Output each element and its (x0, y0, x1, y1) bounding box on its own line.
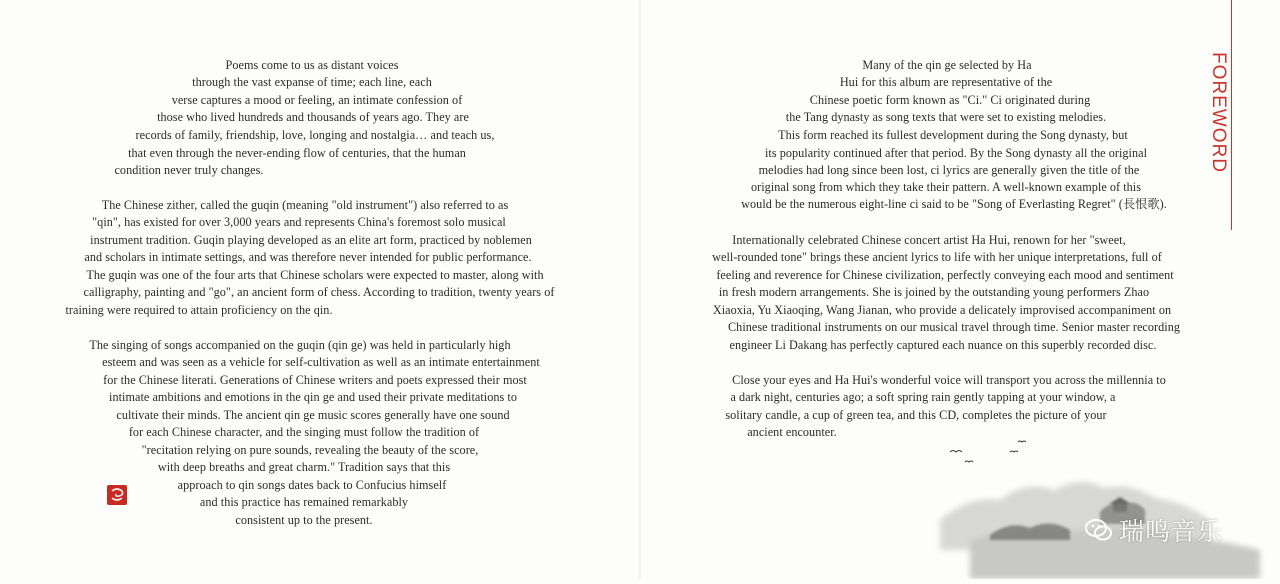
text-line: with deep breaths and great charm." Tradition says that this (157, 460, 451, 474)
text-line: Hui for this album are representative of the (839, 75, 1053, 89)
text-line: well-rounded tone" brings these ancient lyrics to life with her unique interpretations, full of (712, 250, 1162, 264)
text-line: original song from which they take their pattern. A well-known example of this (750, 180, 1142, 194)
text-line: the Tang dynasty as song texts that were set to existing melodies. (785, 110, 1107, 124)
watermark (1085, 512, 1223, 548)
text-line: The singing of songs accompanied on the guqin (qin ge) was held in particularly high (89, 338, 511, 352)
red-seal-stamp (107, 485, 127, 505)
text-line: Xiaoxia, Yu Xiaoqing, Wang Jianan, who provide a delicately improvised accompaniment on (712, 303, 1172, 317)
text-line: in fresh modern arrangements. She is joined by the outstanding young performers Zhao (718, 285, 1150, 299)
text-line: would be the numerous eight-line ci said to be "Song of Everlasting Regret" (長恨歌). (741, 197, 1167, 211)
text-line: verse captures a mood or feeling, an intimate confession of (171, 93, 463, 107)
text-line: The guqin was one of the four arts that Chinese scholars were expected to master, along with (86, 268, 544, 282)
text-line: melodies had long since been lost, ci lyrics are generally given the title of the (758, 163, 1140, 177)
text-line: that even through the never-ending flow of centuries, that the human (128, 146, 466, 160)
text-line: approach to qin songs dates back to Confucius himself (177, 478, 447, 492)
text-line: Poems come to us as distant voices (225, 58, 399, 72)
text-line: Chinese poetic form known as "Ci." Ci originated during (809, 93, 1091, 107)
watermark-text: 瑞鸣音乐 (1119, 517, 1224, 546)
text-line: "qin", has existed for over 3,000 years and represents China's foremost solo musical (92, 215, 506, 229)
text-line: solitary candle, a cup of green tea, and this CD, completes the picture of your (725, 408, 1107, 422)
left-page (0, 0, 640, 579)
text-line: Internationally celebrated Chinese concert artist Ha Hui, renown for her "sweet, (732, 233, 1126, 247)
text-line: This form reached its fullest development during the Song dynasty, but (778, 128, 1128, 142)
text-line: those who lived hundreds and thousands of years ago. They are (157, 110, 469, 124)
text-line: engineer Li Dakang has perfectly captured each nuance on this superbly recorded disc. (729, 338, 1157, 352)
text-line: Many of the qin ge selected by Ha (862, 58, 1032, 72)
text-line: esteem and was seen as a vehicle for self-cultivation as well as an intimate entertainment (102, 355, 540, 369)
text-line: cultivate their minds. The ancient qin ge music scores generally have one sound (116, 408, 510, 422)
text-line: Close your eyes and Ha Hui's wonderful voice will transport you across the millennia to (732, 373, 1166, 387)
text-line: and this practice has remained remarkably (199, 495, 409, 509)
accent-rule (1231, 0, 1232, 230)
text-line: ancient encounter. (747, 425, 837, 439)
text-line: for the Chinese literati. Generations of Chinese writers and poets expressed their most (103, 373, 527, 387)
birds (950, 441, 1026, 462)
text-line: through the vast expanse of time; each line, each (192, 75, 432, 89)
text-line: condition never truly changes. (114, 163, 264, 177)
section-title: FOREWORD (1208, 52, 1229, 173)
text-line: consistent up to the present. (235, 513, 373, 527)
text-line: "recitation relying on pure sounds, revealing the beauty of the score, (141, 443, 479, 457)
text-line: records of family, friendship, love, longing and nostalgia… and teach us, (135, 128, 495, 142)
text-line: instrument tradition. Guqin playing developed as an elite art form, practiced by noblemen (90, 233, 532, 247)
wechat-icon (1085, 518, 1113, 542)
text-line: training were required to attain proficiency on the qin. (65, 303, 333, 317)
text-line: a dark night, centuries ago; a soft spring rain gently tapping at your window, a (730, 390, 1116, 404)
text-line: Chinese traditional instruments on our musical travel through time. Senior master recording (728, 320, 1180, 334)
text-line: The Chinese zither, called the guqin (meaning "old instrument") also referred to as (101, 198, 509, 212)
text-line: and scholars in intimate settings, and was therefore never intended for public performance. (84, 250, 532, 264)
ink-landscape-painting (930, 440, 1280, 579)
text-line: feeling and reverence for Chinese civilization, perfectly conveying each mood and sentiment (716, 268, 1174, 282)
text-line: for each Chinese character, and the singing must follow the tradition of (128, 425, 480, 439)
text-line: calligraphy, painting and "go", an ancient form of chess. According to tradition, twenty years of (83, 285, 555, 299)
text-line: intimate ambitions and emotions in the qin ge and used their private meditations to (109, 390, 517, 404)
text-line: its popularity continued after that period. By the Song dynasty all the original (764, 146, 1148, 160)
